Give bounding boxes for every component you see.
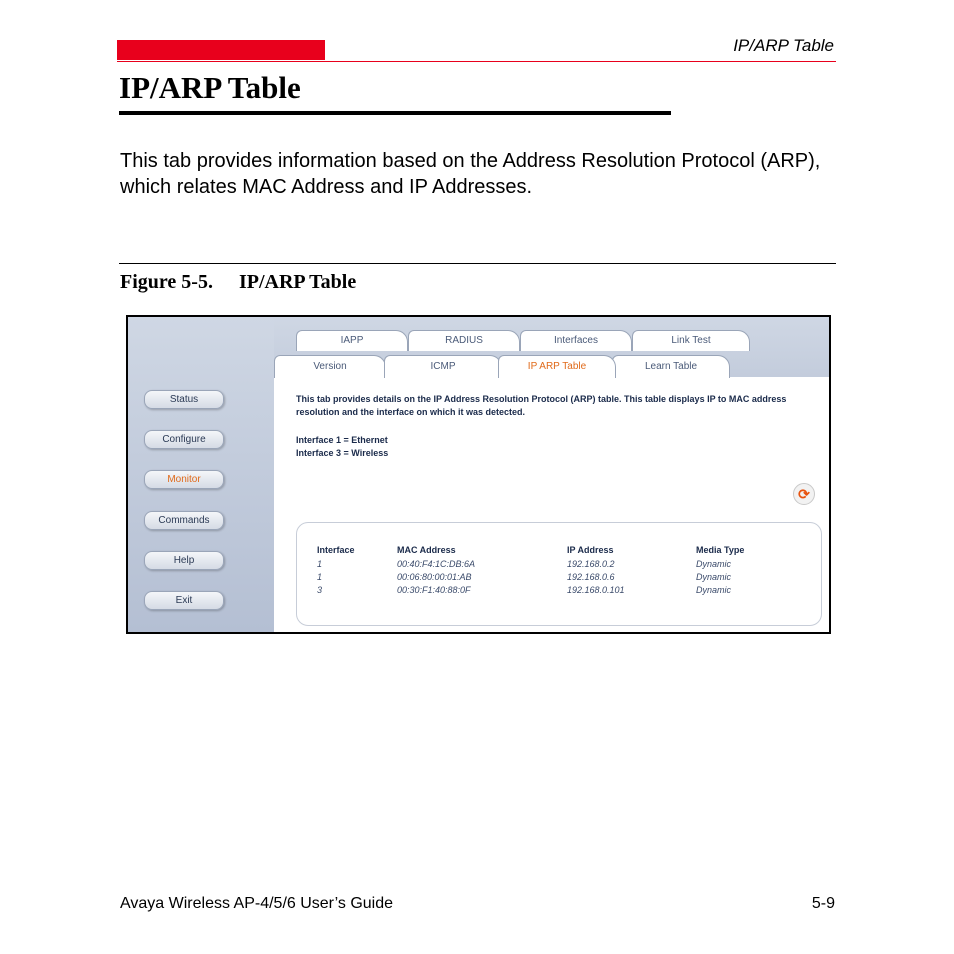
cell-ip-address: 192.168.0.6 [567,572,615,582]
nav-commands-button[interactable]: Commands [144,511,224,530]
tab-iapp[interactable]: IAPP [296,330,408,351]
tab-version[interactable]: Version [274,355,386,378]
arp-table [317,545,796,597]
header-rule [117,61,836,62]
header-accent-bar [117,40,325,60]
arp-table-container [296,522,822,626]
cell-interface: 1 [317,559,323,569]
nav-help-button[interactable]: Help [144,551,224,570]
column-header-interface: Interface [317,545,355,555]
cell-media-type: Dynamic [696,585,732,595]
column-header-ip-address: IP Address [567,545,614,555]
tab-strip [274,317,829,377]
tab-icmp[interactable]: ICMP [384,355,502,378]
page-title: IP/ARP Table [119,70,301,105]
table-row [317,558,796,571]
tab-interfaces[interactable]: Interfaces [520,330,632,351]
tab-link-test[interactable]: Link Test [632,330,750,351]
figure-screenshot [126,315,831,634]
figure-label: Figure 5-5. [120,271,213,293]
nav-exit-button[interactable]: Exit [144,591,224,610]
figure-caption [120,271,356,294]
column-header-media-type: Media Type [696,545,745,555]
interface-note-ethernet: Interface 1 = Ethernet [296,435,388,445]
column-header-mac-address: MAC Address [397,545,456,555]
table-row [317,584,796,597]
footer-page-number: 5-9 [811,895,835,912]
figure-title: IP/ARP Table [238,271,357,293]
running-title: IP/ARP Table [733,36,834,55]
cell-interface: 1 [317,572,323,582]
cell-media-type: Dynamic [696,559,732,569]
cell-media-type: Dynamic [696,572,732,582]
tab-learn-table[interactable]: Learn Table [612,355,730,378]
nav-monitor-button[interactable]: Monitor [144,470,224,489]
nav-status-button[interactable]: Status [144,390,224,409]
intro-paragraph: This tab provides information based on the Address Resolution Protocol (ARP), which relates MAC Address and IP Addresses. [120,150,821,198]
tab-ip-arp-table[interactable]: IP ARP Table [498,355,616,378]
cell-interface: 3 [317,585,323,595]
refresh-icon[interactable]: ⟳ [793,483,815,505]
cell-mac-address: 00:06:80:00:01:AB [397,572,472,582]
table-row [317,571,796,584]
cell-ip-address: 192.168.0.101 [567,585,625,595]
nav-configure-button[interactable]: Configure [144,430,224,449]
tab-radius[interactable]: RADIUS [408,330,520,351]
cell-mac-address: 00:30:F1:40:88:0F [397,585,471,595]
table-header-row [317,545,796,558]
cell-mac-address: 00:40:F4:1C:DB:6A [397,559,476,569]
footer-guide-title: Avaya Wireless AP-4/5/6 User’s Guide [120,895,394,912]
figure-rule [119,263,836,264]
panel-description: This tab provides details on the IP Address Resolution Protocol (ARP) table. This table displays IP to MAC address resolution and the interface on which it was detected. [296,394,787,417]
screenshot-sidebar [128,317,274,632]
title-underline [119,111,671,115]
cell-ip-address: 192.168.0.2 [567,559,615,569]
interface-note-wireless: Interface 3 = Wireless [296,448,389,458]
